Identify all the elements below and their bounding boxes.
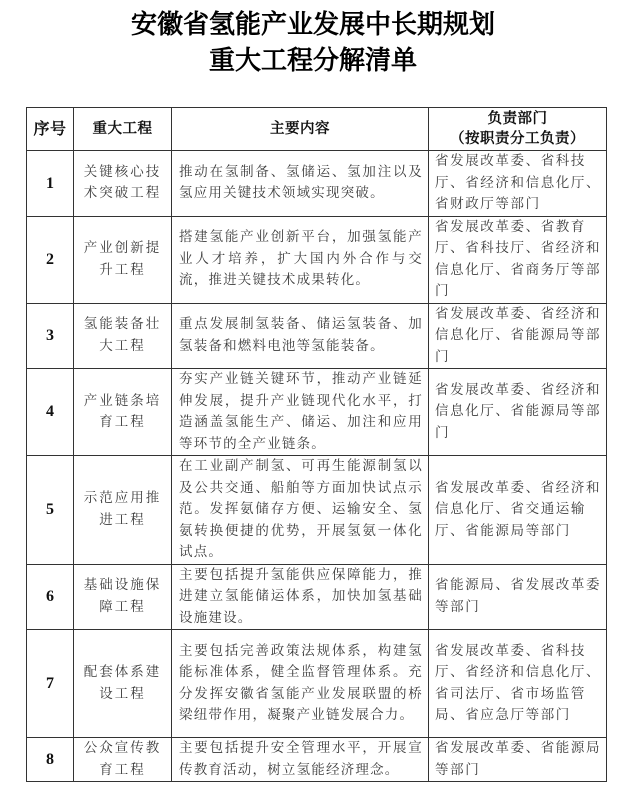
table-header-row (27, 108, 607, 151)
row-content: 主要包括完善政策法规体系，构建氢能标准体系，健全监督管理体系。充分发挥安徽省氢能产业发展联盟的桥梁纽带作用，凝聚产业链发展合力。 (172, 630, 429, 738)
row-project: 公众宣传教育工程 (74, 738, 172, 782)
row-dept: 省发展改革委、省经济和信息化厅、省交通运输厅、省能源局等部门 (429, 456, 607, 565)
table-row (27, 630, 607, 738)
row-content: 主要包括提升氢能供应保障能力，推进建立氢能储运体系，加快加氢基础设施建设。 (172, 564, 429, 630)
header-dept-line1: 负责部门 (487, 111, 548, 127)
row-dept: 省能源局、省发展改革委等部门 (429, 564, 607, 630)
header-content: 主要内容 (172, 108, 429, 151)
header-dept-line2: （按职责分工负责） (450, 131, 585, 147)
row-no: 8 (27, 738, 74, 782)
row-project: 关键核心技术突破工程 (74, 151, 172, 217)
document-title-line2: 重大工程分解清单 (208, 46, 417, 76)
row-dept: 省发展改革委、省能源局等部门 (429, 738, 607, 782)
row-no: 1 (27, 151, 74, 217)
header-no: 序号 (27, 108, 74, 151)
row-no: 4 (27, 369, 74, 456)
row-content: 搭建氢能产业创新平台，加强氢能产业人才培养，扩大国内外合作与交流，推进关键技术成果转化。 (172, 216, 429, 303)
row-project: 示范应用推进工程 (74, 456, 172, 565)
document-title-line1: 安徽省氢能产业发展中长期规划 (130, 10, 495, 40)
table-row (27, 369, 607, 456)
row-project: 产业创新提升工程 (74, 216, 172, 303)
header-project: 重大工程 (74, 108, 172, 151)
table-row (27, 738, 607, 782)
table-row (27, 303, 607, 369)
row-no: 6 (27, 564, 74, 630)
row-content: 主要包括提升安全管理水平，开展宣传教育活动，树立氢能经济理念。 (172, 738, 429, 782)
row-dept: 省发展改革委、省科技厅、省经济和信息化厅、省财政厅等部门 (429, 151, 607, 217)
row-project: 配套体系建设工程 (74, 630, 172, 738)
table-row (27, 456, 607, 565)
row-no: 2 (27, 216, 74, 303)
table-row (27, 216, 607, 303)
row-content: 重点发展制氢装备、储运氢装备、加氢装备和燃料电池等氢能装备。 (172, 303, 429, 369)
major-projects-table (26, 107, 607, 782)
row-content: 在工业副产制氢、可再生能源制氢以及公共交通、船舶等方面加快试点示范。发挥氨储存方便、运输安全、氢氨转换便捷的优势，开展氢氨一体化试点。 (172, 456, 429, 565)
row-project: 基础设施保障工程 (74, 564, 172, 630)
row-dept: 省发展改革委、省科技厅、省经济和信息化厅、省司法厅、省市场监管局、省应急厅等部门 (429, 630, 607, 738)
row-dept: 省发展改革委、省经济和信息化厅、省能源局等部门 (429, 369, 607, 456)
row-no: 7 (27, 630, 74, 738)
row-no: 5 (27, 456, 74, 565)
row-content: 推动在氢制备、氢储运、氢加注以及氢应用关键技术领域实现突破。 (172, 151, 429, 217)
row-dept: 省发展改革委、省经济和信息化厅、省能源局等部门 (429, 303, 607, 369)
table-row (27, 151, 607, 217)
row-project: 氢能装备壮大工程 (74, 303, 172, 369)
row-project: 产业链条培育工程 (74, 369, 172, 456)
row-dept: 省发展改革委、省教育厅、省科技厅、省经济和信息化厅、省商务厅等部门 (429, 216, 607, 303)
header-dept (429, 108, 607, 151)
row-content: 夯实产业链关键环节，推动产业链延伸发展，提升产业链现代化水平，打造涵盖氢能生产、储运、加注和应用等环节的全产业链条。 (172, 369, 429, 456)
table-row (27, 564, 607, 630)
row-no: 3 (27, 303, 74, 369)
